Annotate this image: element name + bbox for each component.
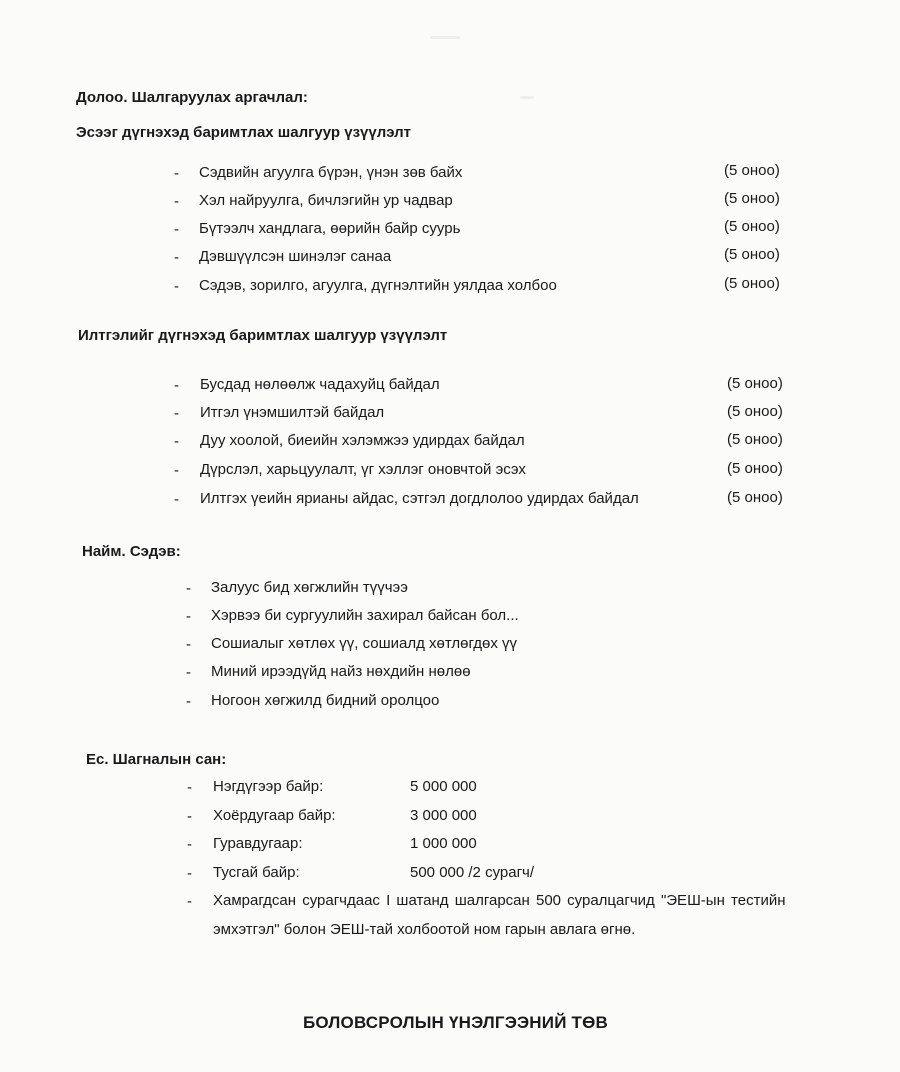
section-8-title: Найм. Сэдэв: (82, 543, 181, 560)
speech-criterion-score: (5 оноо) (727, 489, 783, 506)
list-bullet: - (187, 808, 192, 825)
essay-criterion: Дэвшүүлсэн шинэлэг санаа (199, 248, 392, 265)
essay-criterion-score: (5 оноо) (724, 190, 780, 207)
organization-name: БОЛОВСРОЛЫН ҮНЭЛГЭЭНИЙ ТӨВ (303, 1013, 609, 1032)
topic-item: Залуус бид хөгжлийн түүчээ (211, 579, 408, 596)
list-bullet: - (186, 664, 191, 681)
topic-item: Сошиалыг хөтлөх үү, сошиалд хөтлөгдөх үү (211, 635, 518, 652)
essay-criterion-score: (5 оноо) (724, 246, 780, 263)
speech-criterion: Итгэл үнэмшилтэй байдал (200, 404, 385, 421)
speech-criterion: Дуу хоолой, биеийн хэлэмжээ удирдах байдал (200, 432, 525, 449)
list-bullet: - (174, 433, 179, 450)
essay-criteria-title: Эсээг дүгнэхэд баримтлах шалгуур үзүүлэлт (76, 124, 412, 141)
list-bullet: - (174, 165, 179, 182)
list-bullet: - (187, 893, 192, 910)
prize-value: 3 000 000 (410, 807, 477, 824)
essay-criterion: Сэдэв, зорилго, агуулга, дүгнэлтийн уялдаа холбоо (199, 277, 557, 294)
prize-label: Тусгай байр: (213, 864, 300, 881)
essay-criterion: Сэдвийн агуулга бүрэн, үнэн зөв байх (199, 164, 463, 181)
list-bullet: - (187, 865, 192, 882)
list-bullet: - (174, 462, 179, 479)
list-bullet: - (174, 491, 179, 508)
list-bullet: - (174, 193, 179, 210)
list-bullet: - (186, 580, 191, 597)
prize-value: 5 000 000 (410, 778, 477, 795)
list-bullet: - (174, 405, 179, 422)
list-bullet: - (187, 836, 192, 853)
speech-criterion-score: (5 оноо) (727, 403, 783, 420)
section-7-title: Долоо. Шалгаруулах аргачлал: (76, 89, 308, 106)
list-bullet: - (186, 636, 191, 653)
prize-label: Хоёрдугаар байр: (213, 807, 336, 824)
speech-criterion: Бусдад нөлөөлж чадахуйц байдал (200, 376, 440, 393)
award-note-line-1: Хамрагдсан сурагчдаас I шатанд шалгарсан 500 суралцагчид "ЭЕШ-ын тестийн (213, 892, 786, 909)
topic-item: Хэрвээ би сургуулийн захирал байсан бол... (211, 607, 519, 624)
essay-criterion: Бүтээлч хандлага, өөрийн байр суурь (199, 220, 461, 237)
prize-label: Гуравдугаар: (213, 835, 303, 852)
list-bullet: - (174, 278, 179, 295)
speech-criterion-score: (5 оноо) (727, 460, 783, 477)
prize-value: 1 000 000 (410, 835, 477, 852)
award-note-line-2: эмхэтгэл" болон ЭЕШ-тай холбоотой ном гарын авлага өгнө. (213, 921, 636, 938)
topic-item: Миний ирээдүйд найз нөхдийн нөлөө (211, 663, 471, 680)
list-bullet: - (186, 608, 191, 625)
list-bullet: - (174, 377, 179, 394)
list-bullet: - (187, 779, 192, 796)
essay-criterion: Хэл найруулга, бичлэгийн ур чадвар (199, 192, 453, 209)
topic-item: Ногоон хөгжилд бидний оролцоо (211, 692, 440, 709)
essay-criterion-score: (5 оноо) (724, 275, 780, 292)
essay-criterion-score: (5 оноо) (724, 218, 780, 235)
scan-smudge (430, 36, 460, 39)
prize-label: Нэгдүгээр байр: (213, 778, 324, 795)
speech-criterion: Илтгэх үеийн ярианы айдас, сэтгэл догдлолоо удирдах байдал (200, 490, 639, 507)
speech-criterion: Дүрслэл, харьцуулалт, үг хэллэг оновчтой эсэх (200, 461, 526, 478)
list-bullet: - (186, 693, 191, 710)
list-bullet: - (174, 249, 179, 266)
section-9-title: Ес. Шагналын сан: (86, 751, 227, 768)
speech-criterion-score: (5 оноо) (727, 431, 783, 448)
speech-criteria-title: Илтгэлийг дүгнэхэд баримтлах шалгуур үзүүлэлт (78, 327, 448, 344)
prize-value: 500 000 /2 сурагч/ (410, 864, 535, 881)
essay-criterion-score: (5 оноо) (724, 162, 780, 179)
list-bullet: - (174, 221, 179, 238)
scan-smudge (520, 96, 534, 99)
speech-criterion-score: (5 оноо) (727, 375, 783, 392)
